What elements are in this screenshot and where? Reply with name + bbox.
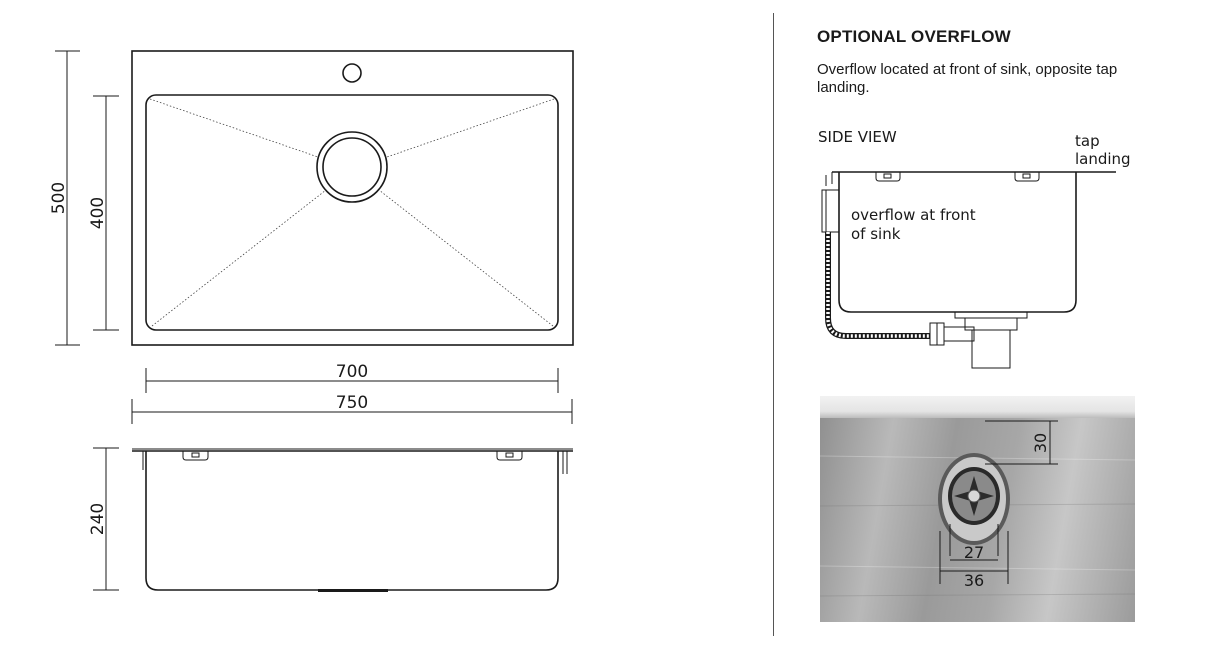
photo-dim-30-label: 30: [1031, 432, 1050, 454]
dimension-240: [88, 448, 119, 590]
overflow-fitting: [822, 190, 839, 232]
dim-700-label: 700: [335, 362, 369, 382]
dimension-500: [49, 51, 80, 345]
dim-500-label: 500: [49, 181, 69, 215]
dim-750-label: 750: [335, 393, 369, 413]
sink-front-view: [132, 449, 573, 592]
overflow-photo: [820, 396, 1135, 622]
overflow-location-label: overflow at front of sink: [851, 206, 976, 243]
overflow-hose: [828, 232, 930, 336]
waste-outlet: [972, 330, 1010, 368]
dimension-700: [146, 362, 558, 393]
tap-landing-label: tap landing: [1075, 132, 1131, 168]
waste-flange: [955, 312, 1027, 318]
drain-inner-ring: [323, 138, 381, 196]
sink-bowl-outline: [146, 95, 558, 330]
dim-400-label: 400: [88, 196, 108, 230]
tap-hole: [343, 64, 361, 82]
overflow-photo-graphic: [820, 396, 1135, 622]
sink-top-view: [132, 51, 573, 345]
overflow-description: Overflow located at front of sink, opposite tap landing.: [817, 61, 1118, 96]
dimension-750: [132, 393, 572, 424]
vertical-divider: [773, 13, 774, 636]
side-view-drawing: [822, 172, 1116, 368]
overflow-heading: OPTIONAL OVERFLOW: [817, 27, 1011, 46]
side-view-label: SIDE VIEW: [818, 128, 897, 146]
photo-dim-27-label: 27: [963, 543, 985, 562]
drain-outer-ring: [317, 132, 387, 202]
front-view-bowl: [146, 451, 558, 590]
dimension-400: [88, 96, 119, 330]
photo-dim-36-label: 36: [963, 571, 985, 590]
dim-240-label: 240: [88, 502, 108, 536]
